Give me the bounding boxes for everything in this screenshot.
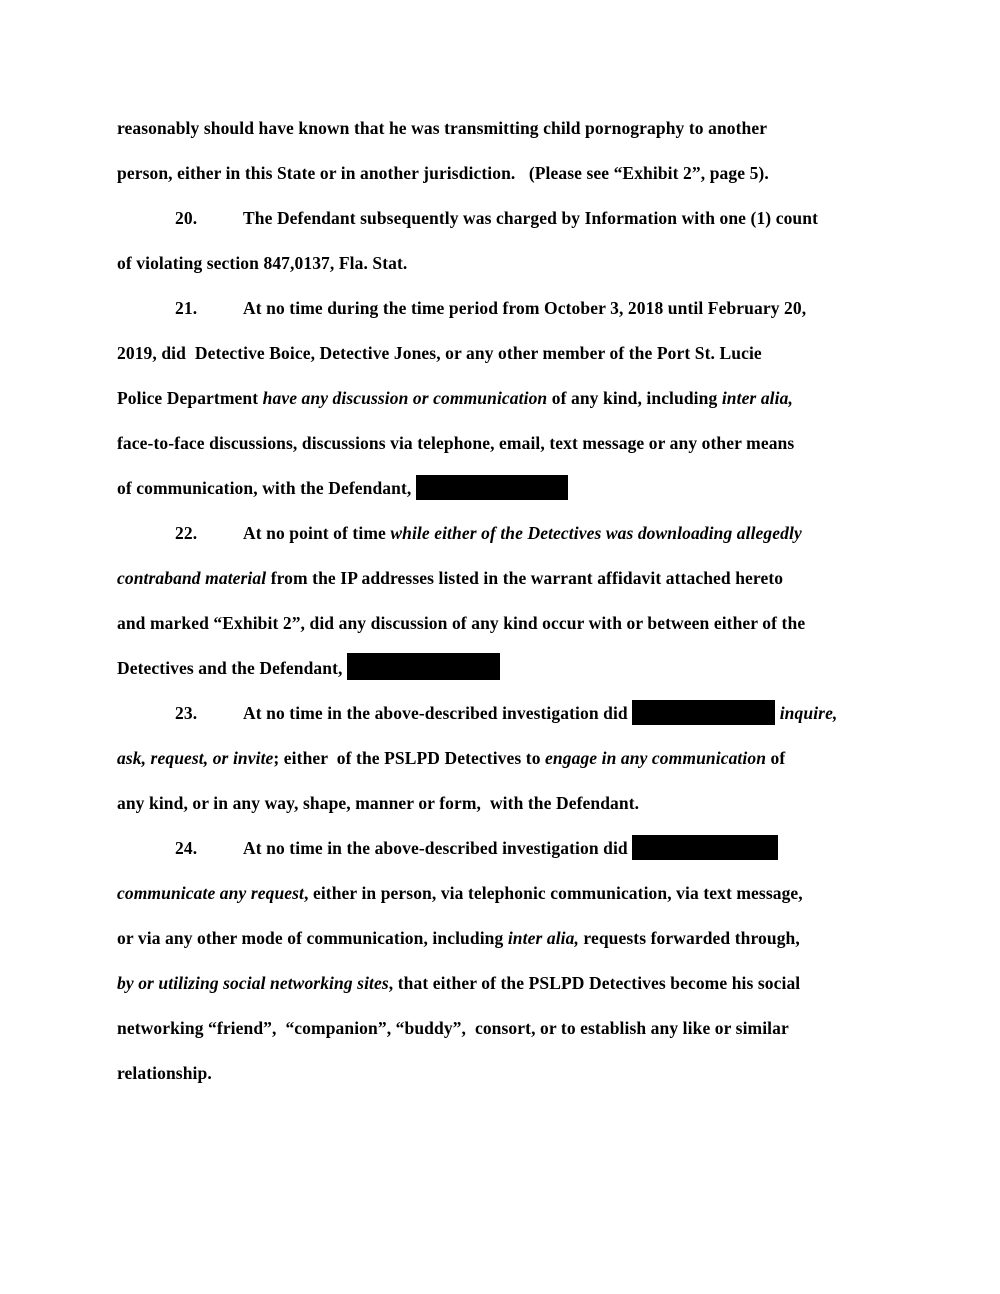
text-run: or via any other mode of communication, including (117, 928, 508, 948)
redaction-bar (347, 653, 500, 680)
text-run: At no time in the above-described investigation did (243, 703, 633, 723)
document-line (117, 376, 900, 421)
paragraph-indent (117, 538, 175, 539)
text-run: inter alia, (507, 928, 579, 948)
text-run: , that either of the PSLPD Detectives become his social (388, 973, 801, 993)
paragraph-indent (117, 718, 175, 719)
document-line (117, 601, 900, 646)
text-run: contraband material (117, 568, 267, 588)
document-line (117, 781, 900, 826)
paragraph-number: 22. (175, 523, 198, 543)
text-run: ; either of the PSLPD Detectives to (273, 748, 546, 768)
text-run: communicate any request (117, 883, 305, 903)
document-line (117, 466, 900, 511)
text-run: Police Department (117, 388, 263, 408)
redaction-bar (632, 835, 778, 860)
redaction-bar (632, 700, 775, 725)
text-run: At no point of time (243, 523, 391, 543)
document-line (117, 1006, 900, 1051)
document-line (117, 151, 900, 196)
text-run: any kind, or in any way, shape, manner or form, with the Defendant. (117, 793, 640, 813)
text-run: At no time during the time period from October 3, 2018 until February 20, (243, 298, 807, 318)
document-line (117, 646, 900, 691)
text-run: engage in any communication (545, 748, 767, 768)
text-run: of any kind, including (547, 388, 722, 408)
text-run: reasonably should have known that he was transmitting child pornography to another (117, 118, 768, 138)
text-run: Detectives and the Defendant, (117, 658, 347, 678)
text-run: by or utilizing social networking sites (117, 973, 389, 993)
document-line (117, 196, 900, 241)
document-line (117, 961, 900, 1006)
text-run: networking “friend”, “companion”, “buddy”, consort, or to establish any like or similar (117, 1018, 789, 1038)
text-run: face-to-face discussions, discussions via telephone, email, text message or any other means (117, 433, 795, 453)
paragraph-number: 20. (175, 208, 198, 228)
redaction-bar (416, 475, 568, 500)
document-line (117, 916, 900, 961)
document-line (117, 691, 900, 736)
text-run: person, either in this State or in another jurisdiction. (Please see “Exhibit 2”, page 5). (117, 163, 769, 183)
text-run: requests forwarded through, (578, 928, 800, 948)
text-run: of violating section 847,0137, Fla. Stat. (117, 253, 408, 273)
document-line (117, 106, 900, 151)
text-run: have any discussion or communication (262, 388, 548, 408)
document-line (117, 556, 900, 601)
paragraph-number: 23. (175, 703, 198, 723)
text-run: , either in person, via telephonic communication, via text message, (304, 883, 803, 903)
document-line (117, 826, 900, 871)
text-run: At no time in the above-described investigation did (243, 838, 633, 858)
document-line (117, 1051, 900, 1096)
document-line (117, 421, 900, 466)
text-run: inter alia, (721, 388, 793, 408)
document-body (117, 106, 900, 1096)
paragraph-indent (117, 853, 175, 854)
document-line (117, 871, 900, 916)
text-run: The Defendant subsequently was charged by Information with one (1) count (243, 208, 819, 228)
document-line (117, 331, 900, 376)
text-run: while either of the Detectives was downloading allegedly (390, 523, 802, 543)
text-run: of (766, 748, 786, 768)
paragraph-number: 21. (175, 298, 198, 318)
paragraph-number: 24. (175, 838, 198, 858)
text-run: from the IP addresses listed in the warrant affidavit attached hereto (266, 568, 784, 588)
text-run: of communication, with the Defendant, (117, 478, 416, 498)
paragraph-indent (117, 223, 175, 224)
text-run: ask, request, or invite (117, 748, 274, 768)
text-run: and marked “Exhibit 2”, did any discussion of any kind occur with or between either of the (117, 613, 806, 633)
document-line (117, 241, 900, 286)
text-run: relationship. (117, 1063, 212, 1083)
text-run: inquire, (779, 703, 838, 723)
paragraph-indent (117, 313, 175, 314)
document-line (117, 286, 900, 331)
document-line (117, 511, 900, 556)
text-run: 2019, did Detective Boice, Detective Jones, or any other member of the Port St. Lucie (117, 343, 762, 363)
document-line (117, 736, 900, 781)
